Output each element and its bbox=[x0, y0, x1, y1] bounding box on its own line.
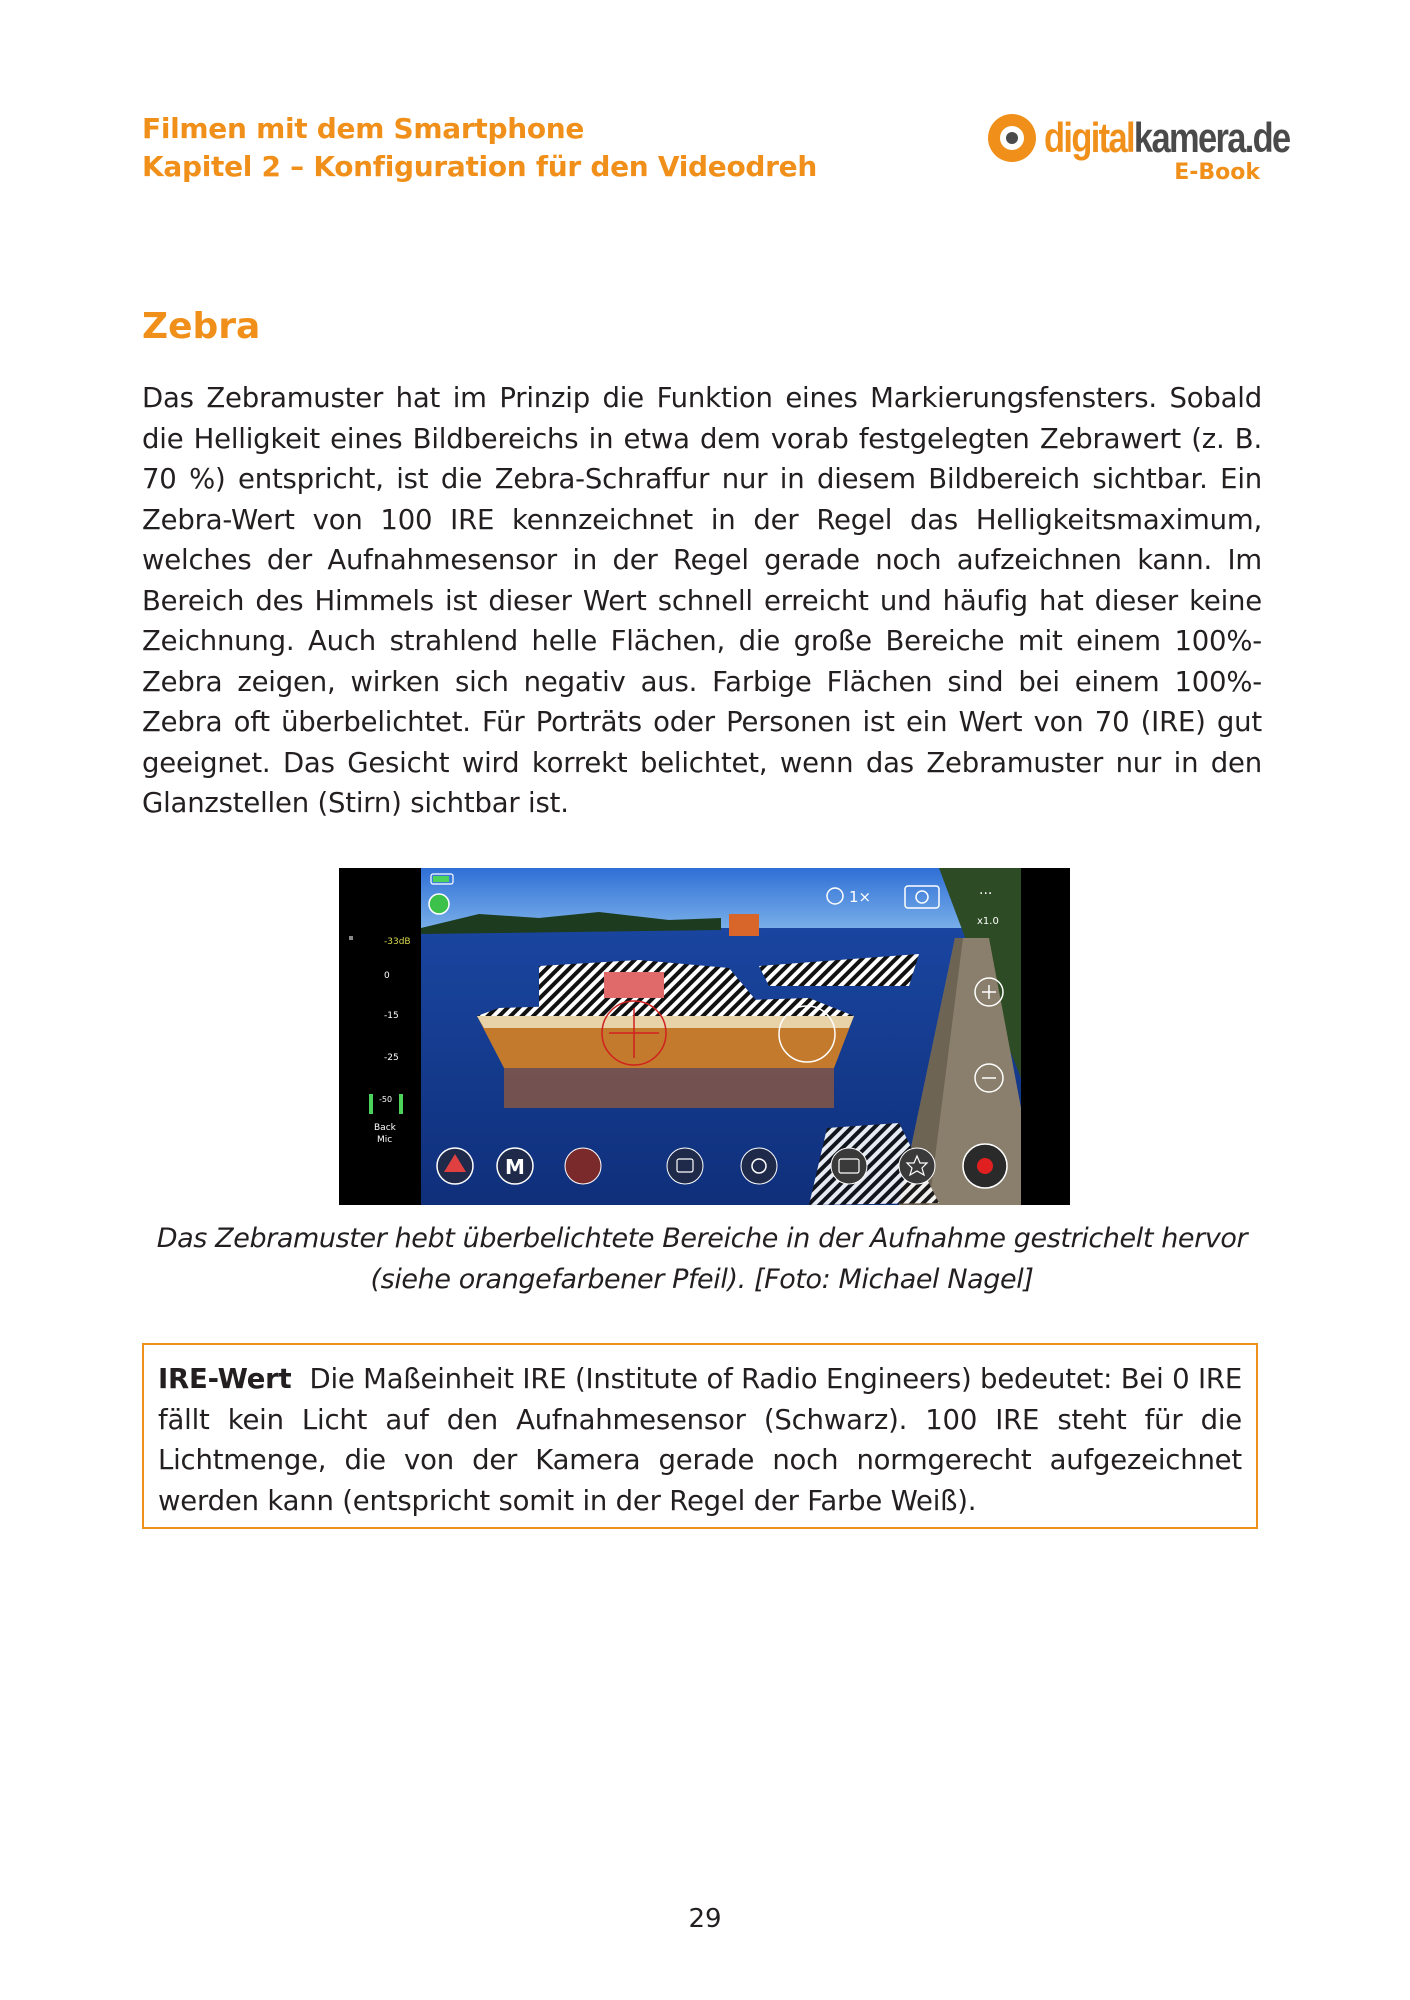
snapshot-icon[interactable] bbox=[831, 1148, 867, 1184]
logo-wordmark bbox=[1044, 112, 1290, 164]
book-title: Filmen mit dem Smartphone bbox=[142, 112, 585, 145]
info-box bbox=[142, 1343, 1258, 1529]
settings-gear-icon[interactable] bbox=[741, 1148, 777, 1184]
info-box-text bbox=[158, 1359, 1242, 1521]
meter-label-25: -25 bbox=[384, 1053, 399, 1063]
zoom-label[interactable]: 1× bbox=[849, 888, 872, 906]
info-box-definition: Die Maßeinheit IRE (Institute of Radio Engineers) bedeutet: Bei 0 IRE fällt kein Licht auf den Aufnahmesensor (Schwarz). 100 IRE steht für die Lichtmenge, die von der Kamera gerade noch normgerecht aufgezeichnet werden kann (entspricht somit in der Regel der Farbe Weiß). bbox=[158, 1363, 1242, 1517]
back-mic-label-mic: Mic bbox=[377, 1135, 393, 1145]
page-header bbox=[142, 110, 817, 186]
section-heading: Zebra bbox=[142, 306, 261, 347]
body-paragraph: Das Zebramuster hat im Prinzip die Funktion eines Markierungsfensters. Sobald die Helligkeit eines Bildbereichs in etwa dem vorab festgelegten Zebrawert (z. B. 70 %) entspricht, ist die Zebra-Schraffur nur in diesem Bildbereich sichtbar. Ein Zebra-Wert von 100 IRE kennzeichnet in der Regel das Helligkeitsmaximum, welches der Aufnahmesensor in der Regel gerade noch aufzeichnen kann. Im Bereich des Himmels ist dieser Wert schnell erreicht und häufig hat dieser keine Zeichnung. Auch strahlend helle Flächen, die große Bereiche mit einem 100%-Zebra zeigen, wirken sich negativ aus. Farbige Flächen sind bei einem 100%-Zebra oft überbelichtet. Für Porträts oder Personen ist ein Wert von 70 (IRE) gut geeignet. Das Gesicht wird korrekt belichtet, wenn das Zebramuster nur in den Glanzstellen (Stirn) sichtbar ist. bbox=[142, 382, 1262, 819]
logo-wordmark-part1: digital bbox=[1044, 114, 1134, 161]
manual-mode-label: M bbox=[505, 1155, 525, 1179]
logo-wordmark-part2: kamera.de bbox=[1133, 114, 1290, 161]
favorite-star-icon[interactable] bbox=[899, 1148, 935, 1184]
status-indicator-icon bbox=[429, 894, 449, 914]
back-mic-label-back: Back bbox=[374, 1123, 396, 1133]
audio-levels-icon[interactable] bbox=[565, 1148, 601, 1184]
brand-logo bbox=[988, 112, 1290, 192]
meter-label-15: -15 bbox=[384, 1011, 399, 1021]
chapter-title: Kapitel 2 – Konfiguration für den Videodreh bbox=[142, 150, 817, 183]
figure-caption: Das Zebramuster hebt überbelichtete Bereiche in der Aufnahme gestrichelt hervor (siehe orangefarbener Pfeil). [Foto: Michael Nagel] bbox=[156, 1223, 1248, 1295]
page-number: 29 bbox=[688, 1904, 722, 1934]
zoom-factor-label: x1.0 bbox=[977, 916, 999, 927]
meter-label-50: -50 bbox=[379, 1095, 393, 1104]
playback-icon[interactable] bbox=[667, 1148, 703, 1184]
camera-screenshot-graphic bbox=[339, 868, 1070, 1205]
logo-subtitle: E-Book bbox=[1174, 160, 1260, 185]
meter-label-0: 0 bbox=[384, 971, 390, 981]
info-box-term: IRE-Wert bbox=[158, 1363, 292, 1395]
logo-icon bbox=[988, 114, 1036, 162]
camera-app-screenshot bbox=[339, 868, 1070, 1205]
more-options-icon[interactable]: ··· bbox=[979, 886, 993, 902]
meter-label-top: -33dB bbox=[384, 937, 411, 947]
